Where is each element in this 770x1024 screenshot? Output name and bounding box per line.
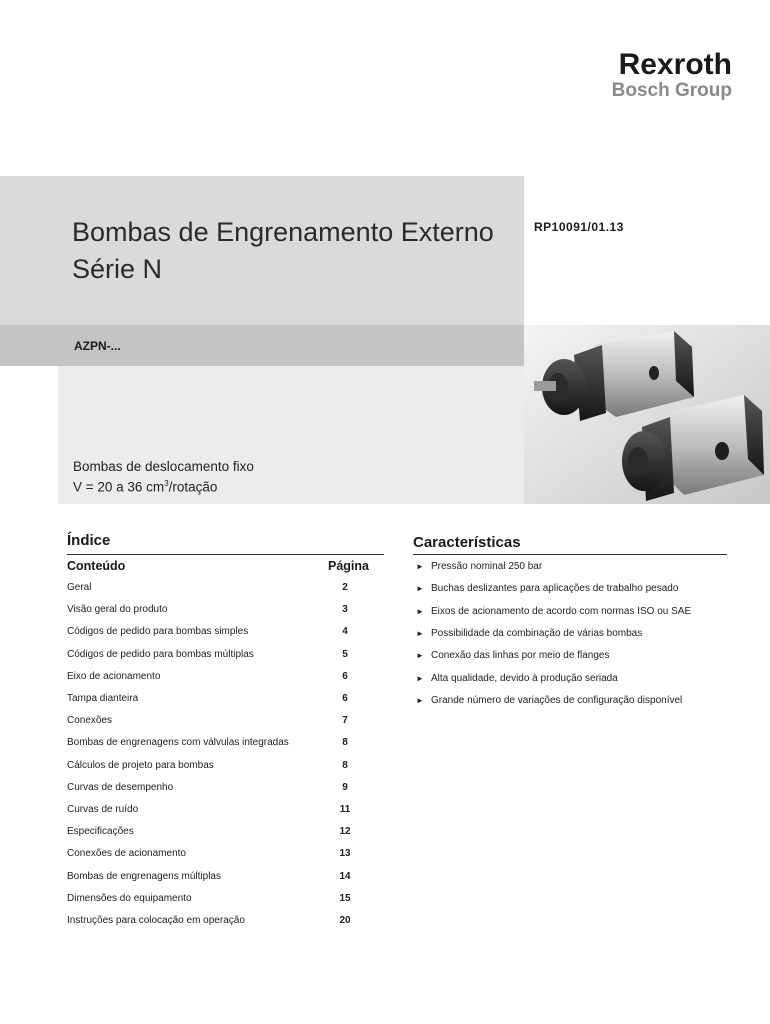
index-entry-page: 7 [342,715,348,727]
index-row [67,604,355,626]
feature-text: Pressão nominal 250 bar [431,561,543,572]
feature-item [416,695,682,706]
feature-item [416,583,678,594]
index-entry-page: 2 [342,582,348,593]
index-entry-label: Eixo de acionamento [67,670,161,682]
index-entry-label: Conexões [67,715,113,727]
document-title [72,214,494,288]
feature-item [416,628,642,639]
index-row [67,649,355,671]
index-entry-label: Instruções para colocação em operação [67,915,245,926]
content-column-header: Conteúdo [67,559,126,573]
document-number: RP10091/01.13 [534,220,624,234]
index-row [67,915,355,937]
description-line-2 [73,475,254,496]
index-entry-label: Bombas de engrenagens múltiplas [67,870,221,882]
index-row [67,715,355,737]
index-rule [67,554,384,555]
feature-text: Buchas deslizantes para aplicações de trabalho pesado [431,583,679,595]
index-entry-page: 6 [342,670,348,682]
bullet-arrow-icon: ► [416,673,424,683]
index-entry-label: Cálculos de projeto para bombas [67,759,214,771]
displacement-exponent: 3 [164,479,169,488]
index-entry-page: 13 [339,848,351,860]
brand-logo [612,50,732,100]
page-column-header: Página [328,559,369,573]
index-row [67,782,355,804]
gear-pump-photo [524,325,770,504]
product-code: AZPN-... [74,339,121,353]
index-entry-page: 4 [342,626,348,638]
index-entry-page: 3 [342,604,348,616]
feature-text: Eixos de acionamento de acordo com normas ISO ou SAE [431,605,692,617]
bullet-arrow-icon: ► [416,584,424,594]
product-description [73,458,254,496]
index-row [67,848,355,870]
index-entry-page: 5 [342,648,348,660]
index-entry-label: Especificações [67,826,134,838]
displacement-prefix: V = 20 a 36 cm [73,479,165,495]
index-row [67,826,355,848]
index-row [67,626,355,648]
logo-brand-name: Rexroth [618,48,732,81]
features-rule [413,554,727,555]
bullet-arrow-icon: ► [416,606,424,616]
index-entry-page: 6 [342,693,348,704]
title-line-1: Bombas de Engrenamento Externo [72,217,494,247]
feature-text: Grande número de variações de configuração disponível [431,694,683,706]
index-row [67,760,355,782]
index-entry-label: Curvas de ruído [67,804,139,815]
bullet-arrow-icon: ► [416,695,424,705]
index-entry-page: 11 [339,804,351,815]
index-entry-page: 9 [342,781,348,793]
index-row [67,804,355,826]
feature-item [416,561,542,572]
bullet-arrow-icon: ► [416,651,424,661]
index-entry-label: Dimensões do equipamento [67,892,192,904]
description-line-1: Bombas de deslocamento fixo [73,459,254,474]
index-row [67,693,355,715]
index-column-headers [67,559,369,573]
feature-text: Possibilidade da combinação de várias bombas [431,627,643,639]
index-entry-page: 8 [342,737,348,749]
title-line-2: Série N [72,254,163,284]
index-entry-page: 20 [339,915,351,926]
index-entry-label: Geral [67,582,92,593]
feature-item [416,673,618,684]
feature-item [416,606,691,617]
feature-item [416,650,609,661]
index-entry-label: Códigos de pedido para bombas simples [67,626,249,638]
index-entry-page: 14 [339,870,351,882]
index-entry-page: 15 [339,892,351,904]
bullet-arrow-icon: ► [416,562,424,571]
index-entry-label: Códigos de pedido para bombas múltiplas [67,648,254,660]
feature-text: Alta qualidade, devido à produção seriada [431,672,618,684]
index-row [67,871,355,893]
index-row [67,893,355,915]
index-row [67,582,355,604]
logo-group-name: Bosch Group [611,80,732,101]
index-heading: Índice [67,532,111,549]
index-entry-label: Conexões de acionamento [67,848,186,860]
displacement-suffix: /rotação [168,479,218,495]
index-entry-label: Bombas de engrenagens com válvulas integradas [67,737,289,749]
index-entry-page: 12 [339,826,351,838]
index-entry-label: Visão geral do produto [67,604,168,616]
index-row [67,671,355,693]
feature-text: Conexão das linhas por meio de flanges [431,650,610,662]
index-entry-label: Curvas de desempenho [67,781,174,793]
features-heading: Características [413,534,521,551]
index-row [67,737,355,759]
bullet-arrow-icon: ► [416,628,424,638]
index-entry-page: 8 [342,759,348,771]
index-entry-label: Tampa dianteira [67,693,139,704]
